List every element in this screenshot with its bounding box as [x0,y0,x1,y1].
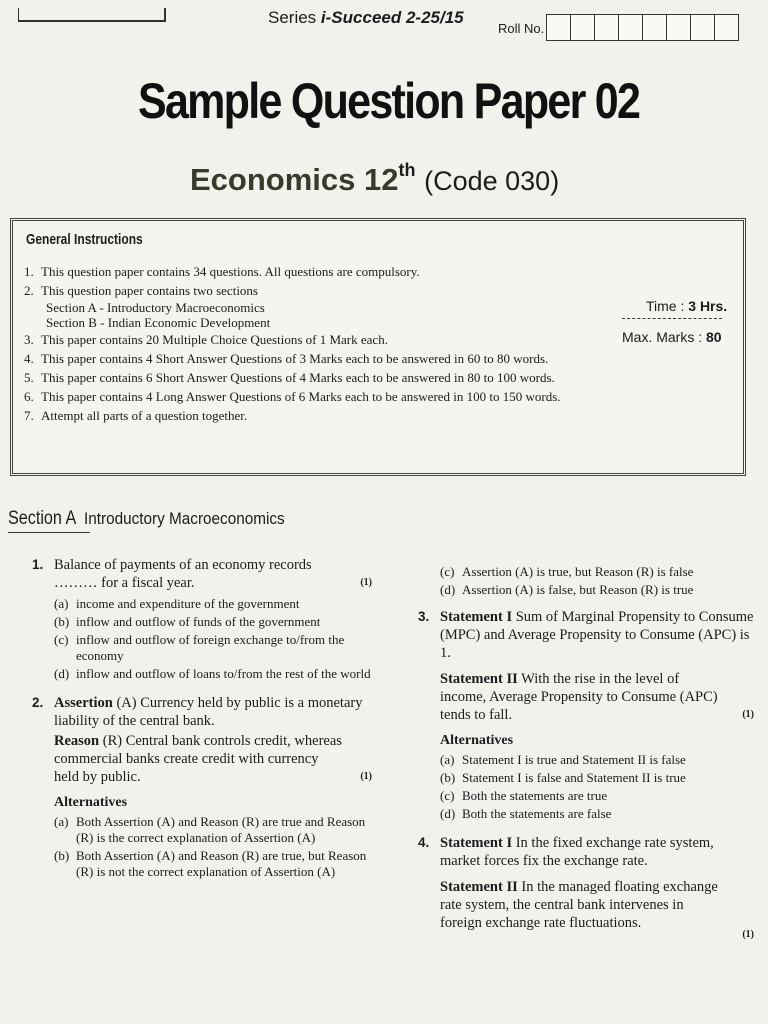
subject-code: (Code 030) [424,166,560,196]
option-item: (b) inflow and outflow of funds of the government [54,614,321,629]
subject-sup: th [398,160,416,180]
marks-badge: (1) [360,577,372,588]
reason-text: Reason (R) Central bank controls credit, whereas commercial banks create credit with currency held by public. (1) [54,733,372,785]
instruction-item: 6. This paper contains 4 Long Answer Questions of 6 Marks each to be answered in 100 to 150 words. [24,389,561,404]
option-item: (d) inflow and outflow of loans to/from the rest of the world [54,666,371,681]
left-column [32,556,372,880]
roll-number-boxes[interactable] [547,14,739,41]
option-item: (a) income and expenditure of the government [54,596,300,611]
instructions-title: General Instructions [26,231,143,248]
section-underline [8,532,90,533]
instruction-subitem: Section B - Indian Economic Development [46,315,271,330]
section-title: Introductory Macroeconomics [83,509,285,528]
option-item: (a) Statement I is true and Statement II is false [440,752,686,767]
option-item: (d) Both the statements are false [440,806,612,821]
marks-badge: (1) [742,929,754,940]
top-left-bracket [18,8,166,22]
option-item: (c) inflow and outflow of foreign exchange to/from the economy [54,632,345,663]
option-item: (b) Statement I is false and Statement II is true [440,770,686,785]
roll-box[interactable] [594,14,619,41]
section-heading [8,508,307,530]
subject-name: Economics 12 [190,162,399,197]
question-2: 2. Assertion (A) Currency held by public is a monetary liability of the central bank. Reason (R) Central bank controls credit, whereas commercial banks create credit with currency held by public. (1) Alternatives (a) Both Assertion (A) and Reason (R) are true and Reason (R) is the correct explanation of Assertion (A) (b) Both Assertion (A) and Reason (R) are true, but Reason (R) is not the correct explanation of Assertion (A) [32,695,372,879]
question-3: 3. Statement I Sum of Marginal Propensity to Consume (MPC) and Average Propensity to Consume (APC) is 1. Statement II With the rise in the level of income, Average Propensity to Consume (APC) tends to fall. (1) Alternatives (a) Statement I is true and Statement II is false (b) Statement I is false and Statement II is true (c) Both the statements are true (d) Both the statements are false [418,609,754,821]
option-item: (c) Both the statements are true [440,788,608,803]
page-title: Sample Question Paper 02 [138,73,640,129]
statement-2: Statement II In the managed floating exchange rate system, the central bank intervenes in foreign exchange rate fluctuations. (1) [440,878,754,932]
roll-box[interactable] [666,14,691,41]
section-label: Section A [8,508,77,529]
instruction-item: 5. This paper contains 6 Short Answer Questions of 4 Marks each to be answered in 80 to 100 words. [24,370,555,385]
assertion-text: Assertion (A) Currency held by public is a monetary liability of the central bank. [54,695,363,729]
subject-title [190,160,559,198]
instruction-item: 4. This paper contains 4 Short Answer Questions of 3 Marks each to be answered in 60 to 80 words. [24,351,549,366]
instruction-subitem: Section A - Introductory Macroeconomics [46,300,265,315]
statement-2: Statement II With the rise in the level of income, Average Propensity to Consume (APC) tends to fall. (1) [440,671,754,723]
roll-box[interactable] [618,14,643,41]
question-1: 1. Balance of payments of an economy records ……… for a fiscal year. (1) (a) income and expenditure of the government (b) inflow and outflow of funds of the government (c) inflow and outflow of foreign exchange to/from the economy (d) inflow and outflow of loans to/from the rest of the world [32,557,372,681]
marks-badge: (1) [360,771,372,782]
instruction-item: 2. This question paper contains two sections [24,283,258,298]
option-item: (c) Assertion (A) is true, but Reason (R) is false [440,564,694,579]
time-allowed: Time : 3 Hrs. [646,298,728,314]
alternatives-heading: Alternatives [440,733,514,748]
roll-box[interactable] [714,14,739,41]
instructions-list [24,262,664,425]
instruction-item: 7. Attempt all parts of a question together. [24,408,248,423]
alternatives-heading: Alternatives [54,795,128,810]
statement-1: Statement I Sum of Marginal Propensity to Consume (MPC) and Average Propensity to Consume (APC) is 1. [440,609,754,661]
right-column [418,562,754,940]
roll-box[interactable] [546,14,571,41]
question-4: 4. Statement I In the fixed exchange rate system, market forces fix the exchange rate. Statement II In the managed floating exchange rate system, the central bank intervenes in foreign exchange rate fluctuations. (1) [418,834,754,932]
option-item: (a) Both Assertion (A) and Reason (R) are true and Reason (R) is the correct explanation of Assertion (A) [54,814,366,845]
option-item: (d) Assertion (A) is false, but Reason (R) is true [440,582,694,597]
roll-number-label: Roll No. [498,21,545,36]
option-item: (b) Both Assertion (A) and Reason (R) are true, but Reason (R) is not the correct explanation of Assertion (A) [54,848,367,879]
instruction-item: 1. This question paper contains 34 questions. All questions are compulsory. [24,264,420,279]
marks-divider [622,318,722,319]
question-text: Balance of payments of an economy records ……… for a fiscal year. [54,557,312,591]
max-marks: Max. Marks : 80 [622,329,722,345]
instruction-item: 3. This paper contains 20 Multiple Choice Questions of 1 Mark each. [24,332,388,347]
roll-box[interactable] [642,14,667,41]
statement-1: Statement I In the fixed exchange rate system, market forces fix the exchange rate. [440,835,714,869]
series-label: Series i-Succeed 2-25/15 [268,8,464,27]
roll-box[interactable] [690,14,715,41]
marks-badge: (1) [742,709,754,720]
roll-box[interactable] [570,14,595,41]
